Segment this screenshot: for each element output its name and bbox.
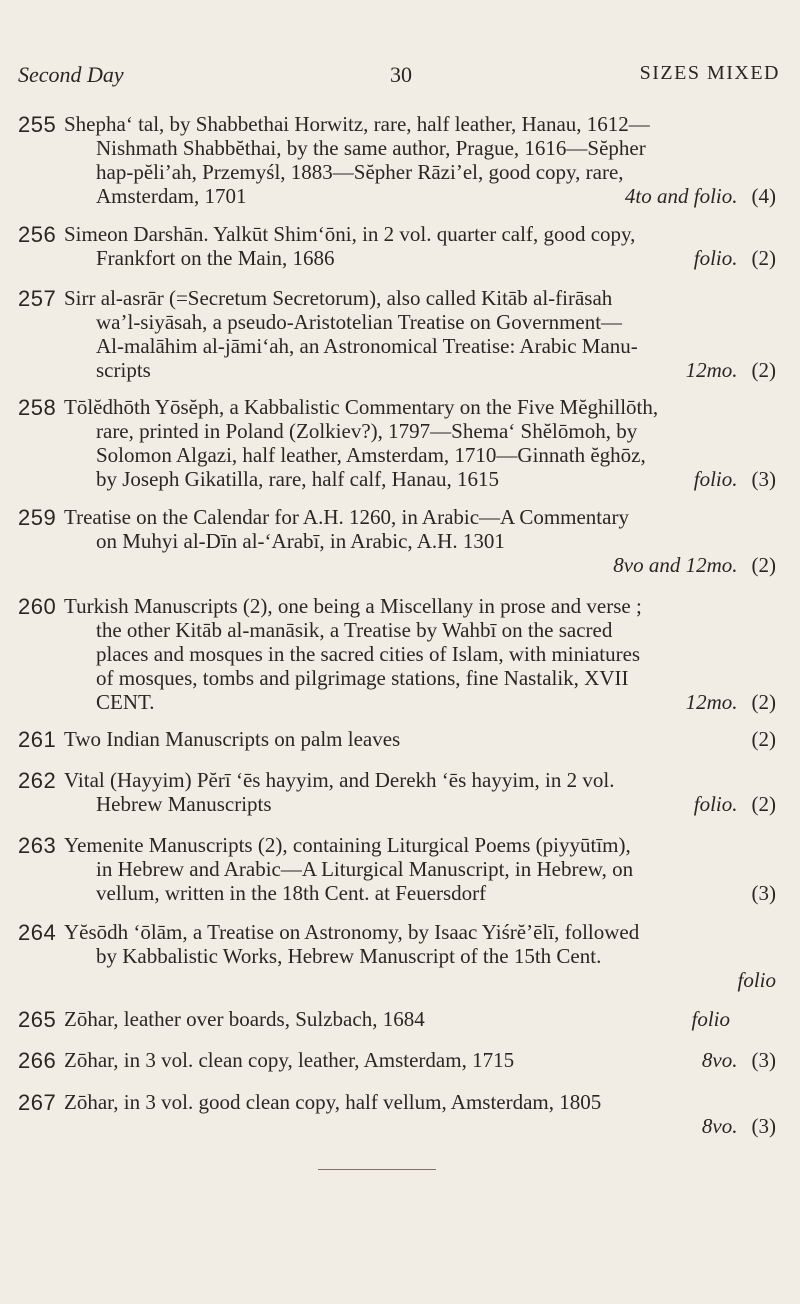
lot-number: 261: [18, 727, 57, 752]
entry-format-group: [694, 467, 776, 491]
entry-format: folio: [691, 1007, 730, 1031]
lot-number: 267: [18, 1090, 57, 1115]
entry-line: [64, 690, 776, 714]
lot-number: 264: [18, 920, 57, 945]
entry-line-text: Two Indian Manuscripts on palm leaves: [64, 727, 401, 751]
entry-line: Tōlĕdhōth Yōsĕph, a Kabbalistic Commentary on the Five Mĕghillōth,: [64, 395, 659, 419]
entry-format: 8vo.: [701, 1114, 738, 1138]
entry-text: [64, 112, 776, 208]
entry-line: Turkish Manuscripts (2), one being a Miscellany in prose and verse ;: [64, 594, 642, 618]
entry-line: Zōhar, in 3 vol. good clean copy, half vellum, Amsterdam, 1805: [64, 1090, 602, 1114]
entry-line: places and mosques in the sacred cities of Islam, with miniatures: [96, 642, 641, 666]
entry-format-group: [686, 358, 776, 382]
entry-line: [64, 1007, 776, 1031]
entry-line-text: vellum, written in the 18th Cent. at Feuersdorf: [96, 881, 487, 905]
running-head-right: SIZES MIXED: [639, 62, 780, 84]
entry-format-group: [686, 690, 776, 714]
lot-number: 260: [18, 594, 57, 619]
lot-number: 256: [18, 222, 57, 247]
entry-format-group: [737, 968, 776, 992]
lot-number: 257: [18, 286, 57, 311]
entry-format: 12mo.: [685, 358, 738, 382]
entry-line: hap-pĕli’ah, Przemyśl, 1883—Sĕpher Rāzi’el, good copy, rare,: [96, 160, 624, 184]
lot-number: 258: [18, 395, 57, 420]
entry-line: Al-malāhim al-jāmi‘ah, an Astronomical Treatise: Arabic Manu-: [96, 334, 638, 358]
lot-number: 259: [18, 505, 57, 530]
lot-number: 265: [18, 1007, 57, 1032]
entry-quantity: (2): [751, 792, 776, 816]
entry-line-text: Zōhar, in 3 vol. clean copy, leather, Amsterdam, 1715: [64, 1048, 515, 1072]
entry-format-group: [691, 1007, 776, 1031]
entry-line-text: Zōhar, leather over boards, Sulzbach, 1684: [64, 1007, 425, 1031]
entry-quantity: (2): [751, 358, 776, 382]
lot-number: 255: [18, 112, 57, 137]
entry-format-group: [738, 727, 777, 751]
entry-line-text: Hebrew Manuscripts: [96, 792, 272, 816]
entry-line-text: Frankfort on the Main, 1686: [96, 246, 335, 270]
entry-format: folio.: [693, 246, 738, 270]
entry-text: [64, 395, 776, 491]
entry-format: folio: [737, 968, 776, 992]
entry-text: [64, 505, 776, 577]
entry-line: [64, 358, 776, 382]
entry-line: Yemenite Manuscripts (2), containing Liturgical Poems (piyyūtīm),: [64, 833, 631, 857]
entry-quantity: (2): [751, 727, 776, 751]
entry-format-group: [702, 1048, 776, 1072]
entry-quantity: (3): [751, 1048, 776, 1072]
entry-text: [64, 833, 776, 905]
entry-line-text: by Joseph Gikatilla, rare, half calf, Hanau, 1615: [96, 467, 499, 491]
entry-format-group: [694, 792, 776, 816]
entry-line: [64, 792, 776, 816]
entry-format-group: [738, 881, 777, 905]
entry-text: [64, 594, 776, 714]
entry-line: wa’l-siyāsah, a pseudo-Aristotelian Treatise on Government—: [96, 310, 623, 334]
lot-number: 266: [18, 1048, 57, 1073]
entry-line: [64, 1048, 776, 1072]
entry-line: in Hebrew and Arabic—A Liturgical Manuscript, in Hebrew, on: [96, 857, 634, 881]
entry-line: Shepha‘ tal, by Shabbethai Horwitz, rare, half leather, Hanau, 1612—: [64, 112, 650, 136]
entry-line-text: CENT.: [96, 690, 155, 714]
entry-format: 12mo.: [685, 690, 738, 714]
page-number: 30: [390, 62, 412, 87]
entry-text: [64, 1007, 776, 1031]
entry-line: [64, 467, 776, 491]
entry-format-group: [613, 553, 776, 577]
entry-line-text: scripts: [96, 358, 151, 382]
entry-line: Vital (Hayyim) Pĕrī ‘ēs hayyim, and Derekh ‘ēs hayyim, in 2 vol.: [64, 768, 615, 792]
entry-line: rare, printed in Poland (Zolkiev?), 1797—Shema‘ Shĕlōmoh, by: [96, 419, 638, 443]
entry-text: [64, 768, 776, 816]
entry-quantity: (2): [751, 553, 776, 577]
entry-line: Simeon Darshān. Yalkūt Shim‘ōni, in 2 vol. quarter calf, good copy,: [64, 222, 636, 246]
lot-number: 262: [18, 768, 57, 793]
entry-text: [64, 1048, 776, 1072]
entry-format-group: [625, 184, 776, 208]
entry-text: [64, 286, 776, 382]
entry-format: 8vo and 12mo.: [613, 553, 738, 577]
entry-quantity: (3): [751, 1114, 776, 1138]
entry-quantity: (3): [751, 467, 776, 491]
entry-format-group: [702, 1114, 776, 1138]
entry-line: Solomon Algazi, half leather, Amsterdam, 1710—Ginnath ĕghōz,: [96, 443, 646, 467]
entry-quantity: (2): [751, 690, 776, 714]
running-head: [18, 62, 780, 90]
entry-text: [64, 920, 776, 992]
entry-quantity: (4): [751, 184, 776, 208]
entry-line-text: Amsterdam, 1701: [96, 184, 247, 208]
running-head-left: Second Day: [18, 62, 124, 87]
entry-line: [64, 727, 776, 751]
entry-format: folio.: [693, 792, 738, 816]
entry-format: 4to and folio.: [624, 184, 738, 208]
entry-line: Treatise on the Calendar for A.H. 1260, in Arabic—A Commentary: [64, 505, 629, 529]
entry-format-group: [694, 246, 776, 270]
entry-line: by Kabbalistic Works, Hebrew Manuscript of the 15th Cent.: [96, 944, 602, 968]
entry-line: [64, 881, 776, 905]
entry-line: [64, 184, 776, 208]
entry-text: [64, 222, 776, 270]
entry-format: 8vo.: [701, 1048, 738, 1072]
entry-text: [64, 727, 776, 751]
entry-line: Nishmath Shabbĕthai, by the same author, Prague, 1616—Sĕpher: [96, 136, 646, 160]
entry-line: Sirr al-asrār (=Secretum Secretorum), also called Kitāb al-firāsah: [64, 286, 613, 310]
entry-quantity: (2): [751, 246, 776, 270]
lot-number: 263: [18, 833, 57, 858]
entry-line: [64, 246, 776, 270]
entry-line: on Muhyi al-Dīn al-‘Arabī, in Arabic, A.H. 1301: [96, 529, 505, 553]
end-rule: [318, 1169, 436, 1170]
entry-format: folio.: [693, 467, 738, 491]
entry-text: [64, 1090, 776, 1138]
entry-quantity: (3): [751, 881, 776, 905]
entry-line: Yĕsōdh ‘ōlām, a Treatise on Astronomy, by Isaac Yiśrĕ’ēlī, followed: [64, 920, 640, 944]
entry-line: of mosques, tombs and pilgrimage stations, fine Nastalik, XVII: [96, 666, 629, 690]
entry-line: the other Kitāb al-manāsik, a Treatise by Wahbī on the sacred: [96, 618, 613, 642]
